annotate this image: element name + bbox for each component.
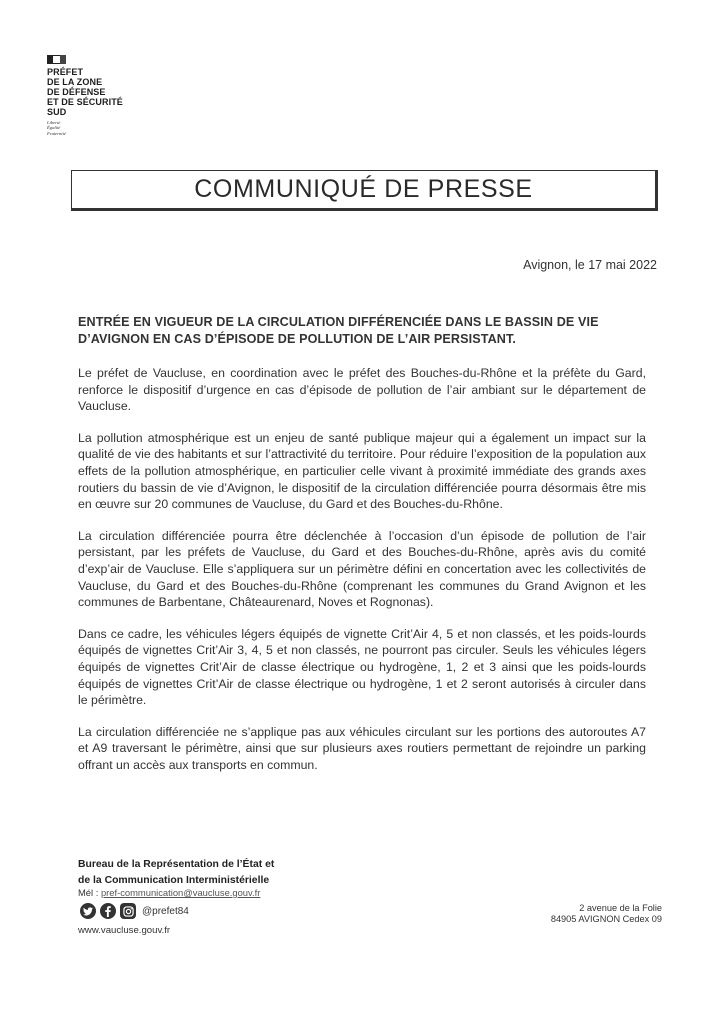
- bureau-line: Bureau de la Représentation de l’État et: [78, 859, 275, 870]
- logo-line: SUD: [47, 107, 67, 117]
- instagram-icon[interactable]: [120, 903, 136, 919]
- logo-line: PRÉFET: [47, 67, 84, 77]
- body-text: [78, 365, 646, 788]
- motto-line: Égalité: [47, 125, 61, 131]
- email-label: Mél :: [78, 887, 99, 898]
- bureau-contact: [78, 857, 274, 889]
- address-line: 2 avenue de la Folie: [579, 903, 662, 913]
- logo-line: DE DÉFENSE: [47, 87, 106, 97]
- twitter-icon[interactable]: [80, 903, 96, 919]
- logo-text: [47, 67, 167, 117]
- email-line: [78, 887, 260, 898]
- marianne-flag-icon: [47, 55, 66, 64]
- paragraph: Le préfet de Vaucluse, en coordination avec le préfet des Bouches-du-Rhône et la préfète du Gard, renforce le dispositif d’urgence en cas d’épisode de pollution de l’air ambiant sur le département de Vaucluse.: [78, 366, 646, 414]
- logo-line: ET DE SÉCURITÉ: [47, 97, 123, 107]
- website-link[interactable]: www.vaucluse.gouv.fr: [78, 925, 171, 936]
- facebook-icon[interactable]: [100, 903, 116, 919]
- postal-address: [551, 903, 662, 924]
- page-title: COMMUNIQUÉ DE PRESSE: [194, 175, 533, 203]
- paragraph: La circulation différenciée pourra être déclenchée à l’occasion d’un épisode de pollution de l’air persistant, par les préfets de Vaucluse, du Gard et des Bouches-du-Rhône, après avis du comité d’exp’air de Vaucluse. Elle s’appliquera sur un périmètre défini en concertation avec les collectivités de Vaucluse, du Gard et des Bouches-du-Rhône (comprenant les communes du Grand Avignon et les communes de Barbentane, Châteaurenard, Noves et Rognonas).: [78, 528, 646, 610]
- motto-line: Liberté: [47, 120, 61, 125]
- logo-motto: [47, 120, 167, 136]
- social-handle[interactable]: @prefet84: [142, 905, 189, 917]
- address-line: 84905 AVIGNON Cedex 09: [550, 913, 662, 924]
- headline: ENTRÉE EN VIGUEUR DE LA CIRCULATION DIFFÉRENCIÉE DANS LE BASSIN DE VIE D’AVIGNON EN CAS D’ÉPISODE DE POLLUTION DE L’AIR PERSISTANT.: [78, 315, 599, 346]
- paragraph: Dans ce cadre, les véhicules légers équipés de vignette Crit’Air 4, 5 et non classés, et les poids-lourds équipés de vignettes Crit’Air 3, 4, 5 et non classés, ne pourront pas circuler. Seuls les véhicules légers équipés de vignettes Crit’Air de classe électrique ou hydrogène, 1, 2 et 3 ainsi que les poids-lourds équipés de vignettes Crit’Air de classe électrique ou hydrogène, 1 et 2 seront autorisés à circuler dans le périmètre.: [78, 626, 646, 708]
- title-box: [71, 170, 658, 211]
- prefecture-logo: [47, 55, 167, 136]
- social-links: [80, 903, 189, 919]
- logo-line: DE LA ZONE: [47, 77, 103, 87]
- email-link[interactable]: pref-communication@vaucluse.gouv.fr: [100, 887, 261, 898]
- date-line: Avignon, le 17 mai 2022: [523, 258, 657, 272]
- paragraph: La circulation différenciée ne s’applique pas aux véhicules circulant sur les portions des autoroutes A7 et A9 traversant le périmètre, ainsi que sur plusieurs axes routiers permettant de rejoindre un parking offrant un accès aux transports en commun.: [78, 724, 646, 772]
- bureau-line: de la Communication Interministérielle: [78, 875, 270, 886]
- paragraph: La pollution atmosphérique est un enjeu de santé publique majeur qui a également un impact sur la qualité de vie des habitants et sur l’attractivité du territoire. Pour réduire l’exposition de la population aux effets de la pollution atmosphérique, en particulier celle vivant à proximité immédiate des grands axes routiers du bassin de vie d’Avignon, le dispositif de la circulation différenciée pourra désormais être mis en œuvre sur 20 communes de Vaucluse, du Gard et des Bouches-du-Rhône.: [78, 430, 646, 512]
- motto-line: Fraternité: [47, 130, 66, 136]
